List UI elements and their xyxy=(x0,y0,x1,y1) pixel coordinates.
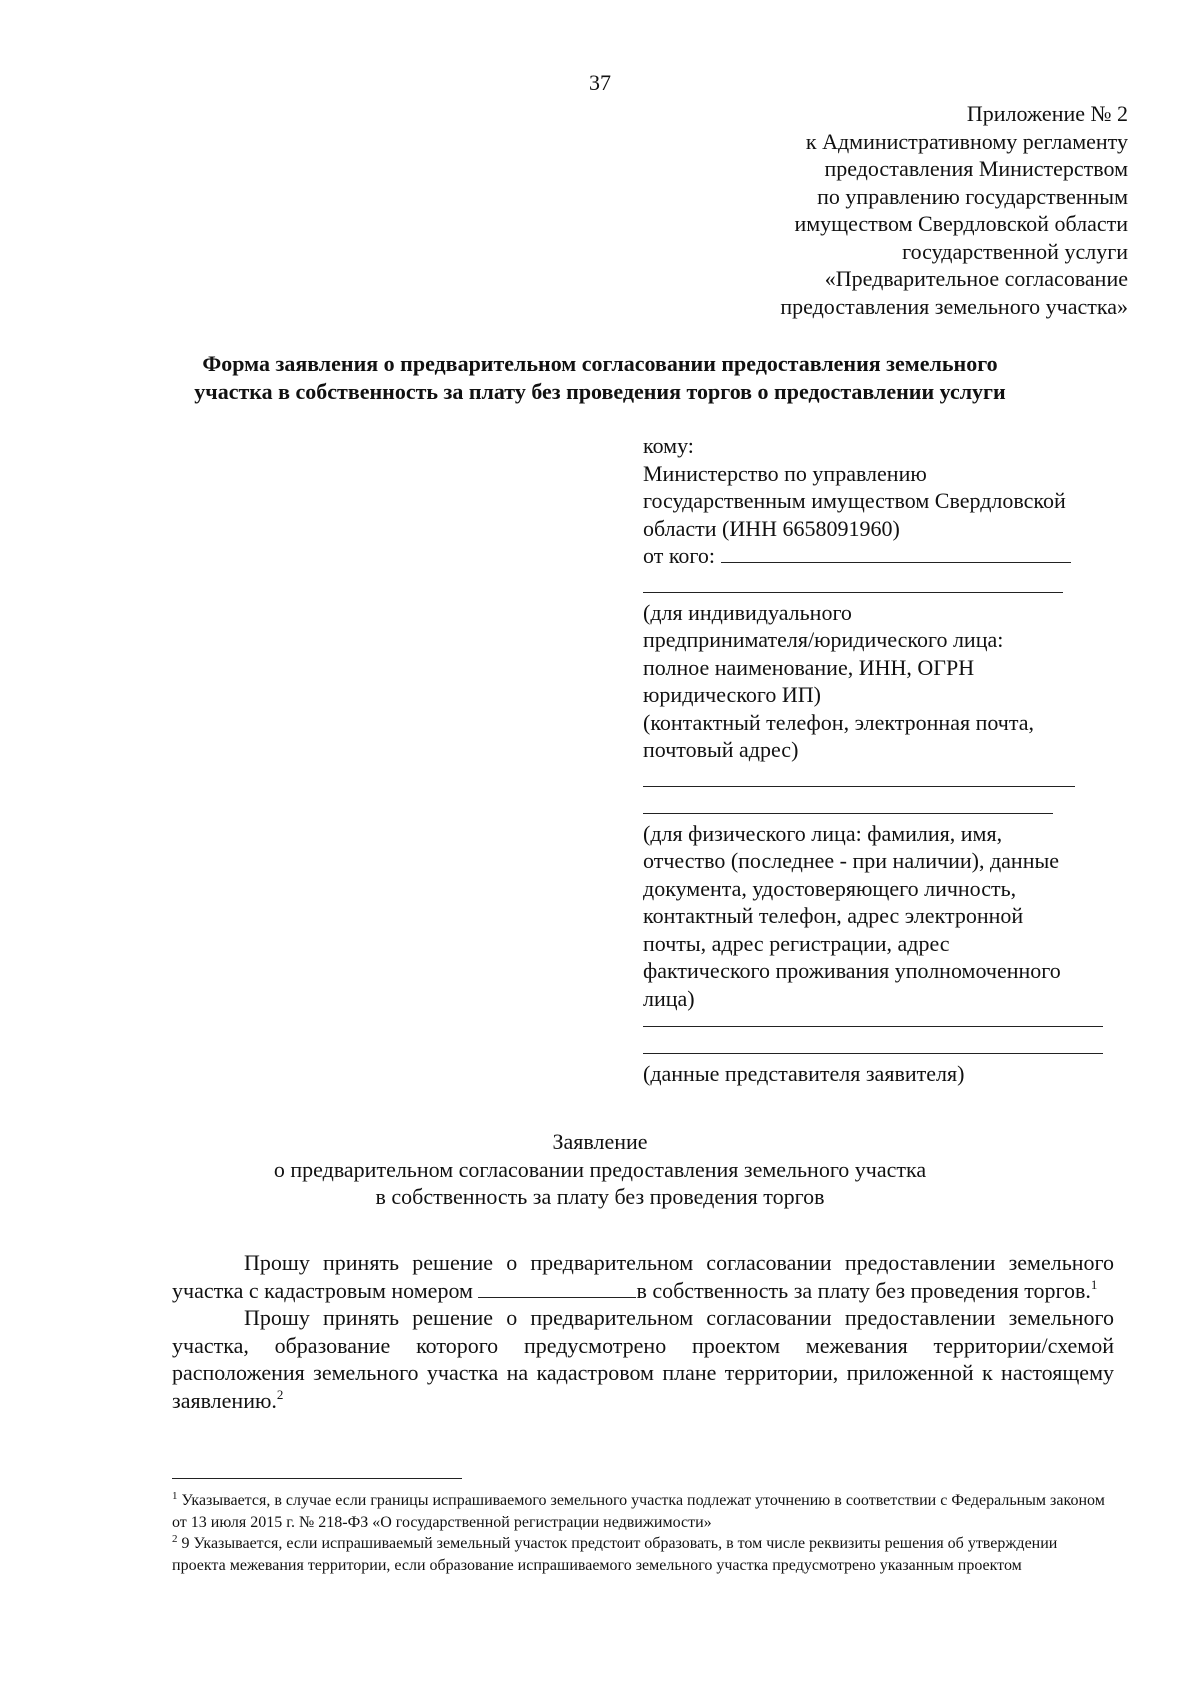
individual-blank-line-2[interactable] xyxy=(643,1053,1103,1054)
legal-entity-note-line: (для индивидуального xyxy=(643,599,852,625)
p1-text-end: в собственность за плату без проведения торгов. xyxy=(636,1277,1091,1303)
individual-note-line: лица) xyxy=(643,985,695,1011)
footnote-mark: 1 xyxy=(172,1490,178,1502)
statement-title: Заявление xyxy=(552,1129,648,1154)
legal-entity-note-line: юридического ИП) xyxy=(643,682,821,707)
legal-entity-blank-line-2[interactable] xyxy=(643,813,1053,814)
individual-note-line: отчество (последнее - при наличии), данные xyxy=(643,848,1060,873)
form-title-line: Форма заявления о предварительном согласовании предоставления земельного xyxy=(202,351,998,376)
appendix-line: к Административному регламенту xyxy=(805,128,1128,154)
legal-entity-note-line: почтовый адрес) xyxy=(643,737,799,762)
statement-heading xyxy=(140,1128,1060,1211)
footnote-text: Указывается, в случае если границы испрашиваемого земельного участка подлежат уточнению в соответствии с Федеральным законом от 13 июля 2015 г. № 218-ФЗ «О государственной регистрации недвижимости» xyxy=(172,1492,1105,1531)
footnote-separator xyxy=(172,1478,462,1479)
from-row xyxy=(643,542,1123,570)
to-line: области (ИНН 6658091960) xyxy=(643,515,900,541)
to-line: государственным имуществом Свердловской xyxy=(643,488,1066,513)
footnote-text: 9 Указывается, если испрашиваемый земельный участок предстоит образовать, в том числе реквизиты решения об утверждении проекта межевания территории, если образование испрашиваемого земельного участка предусмотрено указанным проектом xyxy=(172,1535,1058,1574)
footnote-1 xyxy=(172,1490,1112,1533)
to-line: Министерство по управлению xyxy=(643,460,927,486)
appendix-line: имуществом Свердловской области xyxy=(794,211,1128,236)
statement-subtitle: о предварительном согласовании предоставления земельного участка xyxy=(273,1156,927,1182)
footnote-ref-1[interactable]: 1 xyxy=(1090,1276,1098,1292)
individual-note-line: документа, удостоверяющего личность, xyxy=(643,875,1017,901)
appendix-line: Приложение № 2 xyxy=(966,101,1128,126)
appendix-line: предоставления земельного участка» xyxy=(780,293,1128,319)
individual-note-line: контактный телефон, адрес электронной xyxy=(643,903,1024,928)
legal-entity-note-line: предпринимателя/юридического лица: xyxy=(643,627,1004,652)
from-label: от кого: xyxy=(643,543,715,568)
footnote-mark: 2 xyxy=(172,1533,178,1545)
page-number: 37 xyxy=(589,70,611,95)
from-blank-line-2[interactable] xyxy=(643,592,1063,593)
p1-text-start: Прошу принять решение о предварительном согласовании предоставлении земельного участка с кадастровым номером xyxy=(172,1250,1114,1303)
legal-entity-blank-line[interactable] xyxy=(643,786,1075,787)
appendix-line: «Предварительное согласование xyxy=(824,266,1128,291)
request-paragraph-1 xyxy=(172,1249,1114,1304)
individual-note-line: фактического проживания уполномоченного xyxy=(643,958,1061,983)
addressee-block xyxy=(643,432,1123,1088)
individual-blank-line[interactable] xyxy=(643,1026,1103,1027)
footnotes xyxy=(172,1490,1112,1576)
appendix-line: государственной услуги xyxy=(902,238,1128,264)
appendix-header xyxy=(568,100,1128,320)
representative-note: (данные представителя заявителя) xyxy=(643,1061,965,1086)
request-body xyxy=(172,1249,1114,1414)
legal-entity-note-line: (контактный телефон, электронная почта, xyxy=(643,709,1034,735)
p2-text: Прошу принять решение о предварительном согласовании предоставлении земельного участка, образование которого предусмотрено проектом межевания территории/схемой расположения земельного участка на кадастровом плане территории, приложенной к настоящему заявлению. xyxy=(172,1305,1114,1413)
form-title-line: участка в собственность за плату без проведения торгов о предоставлении услуги xyxy=(194,379,1006,404)
to-label: кому: xyxy=(643,433,694,458)
individual-note-line: почты, адрес регистрации, адрес xyxy=(643,930,950,956)
footnote-2 xyxy=(172,1533,1112,1576)
legal-entity-note-line: полное наименование, ИНН, ОГРН xyxy=(643,654,975,680)
cadastral-number-blank[interactable] xyxy=(478,1279,636,1298)
request-paragraph-2 xyxy=(172,1304,1114,1414)
appendix-line: предоставления Министерством xyxy=(824,156,1128,181)
statement-subtitle: в собственность за плату без проведения торгов xyxy=(375,1184,825,1209)
footnote-ref-2[interactable]: 2 xyxy=(276,1386,284,1402)
individual-note-line: (для физического лица: фамилия, имя, xyxy=(643,820,1003,846)
appendix-line: по управлению государственным xyxy=(817,183,1128,209)
from-blank-line[interactable] xyxy=(721,544,1071,563)
form-title xyxy=(140,350,1060,406)
